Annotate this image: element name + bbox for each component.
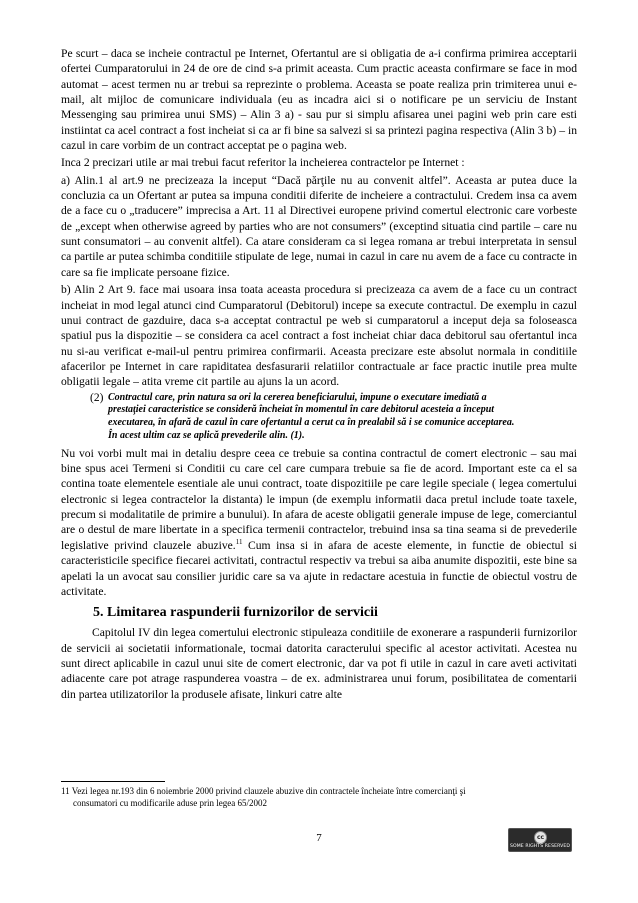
- paragraph-5: [61, 446, 577, 599]
- paragraph-1: Pe scurt – daca se incheie contractul pe Internet, Ofertantul are si obligatia de a-i confirma primirea acceptarii ofertei Cumparatorului in 24 de ore de cind s-a primit aceasta. Cum practic aceasta confirmare se face in mod automat – acest termen nu ar trebui sa reprezinte o problema. Aceasta se poate realiza prin trimiterea unui e-mail, alt mijloc de comunicare individuala (eu as incadra aici si o notificare pe un serviciu de Instant Messenging sau primirea unui SMS) – Alin 3 a) - sau pur si simplu afisarea unei pagini web prin care esti instiintat ca acel contract a fost incheiat si ca ar fi bine sa salvezi si sa printezi pagina respectiva (Alin 3 b) – in cazul in care vorbim de un contract acceptat pe o pagina web.: [61, 47, 577, 153]
- paragraph-4: b) Alin 2 Art 9. face mai usoara insa toata aceasta procedura si precizeaza ca avem de a face cu un contract incheiat in mod legal atunci cind Cumparatorul (Debitorul) incepe sa execute contractul. De exemplu in cazul unui contract de gazduire, daca s-a acceptat contractul pe web si cumparatorul a inceput deja sa foloseasca spatiul pus la dispozitie – se considera ca acel contract a fost incheiat chiar daca debitorul sau ofertantul inca nu si-au verificat e-mail-ul pentru primirea confirmarii. Aceasta precizare este absolut normala in conditiile afacerilor pe Internet in care rapiditatea desfasurarii relatiilor contractuale ar face practic inutile prea multe obligatii legale – atita vreme cit partile au ajuns la un acord.: [61, 283, 577, 389]
- quote-line: executarea, în afară de cazul în care ofertantul a cerut ca în prealabil să i se comunice acceptarea.: [108, 417, 515, 429]
- footnote-divider: [61, 781, 165, 782]
- body-text: [61, 46, 577, 704]
- footnote-reference[interactable]: 11: [235, 537, 243, 546]
- page-number: 7: [316, 832, 322, 844]
- law-quote: [61, 392, 577, 443]
- creative-commons-icon: [534, 831, 547, 844]
- footnote: [61, 785, 577, 809]
- quote-line: Contractul care, prin natura sa ori la cererea beneficiarului, impune o executare imediată a: [108, 391, 487, 403]
- section-paragraph: Capitolul IV din legea comertului electronic stipuleaza conditiile de exonerare a raspunderii furnizorilor de servicii ai societatii informationale, tocmai datorita caracterului specific al acestor activitati. Acestea nu sunt direct aplicabile in cazul unui site de comert electronic, dar va pot fi utile in cazul in care aveti activitati adiacente care pot atrage raspunderea voastra – de ex. administrarea unui forum, posibilitatea de comentarii din partea utilizatorilor la produsele afisate, linkuri catre alte: [61, 626, 577, 701]
- quote-line: prestaţiei caracteristice se consideră încheiat în momentul în care debitorul acesteia a început: [108, 404, 495, 416]
- footnote-line: 11 Vezi legea nr.193 din 6 noiembrie 2000 privind clauzele abuzive din contractele încheiate între comercianţi şi: [61, 786, 466, 796]
- license-badge-text: SOME RIGHTS RESERVED: [509, 844, 571, 849]
- section-heading: 5. Limitarea raspunderii furnizorilor de servicii: [93, 605, 378, 621]
- quote-number: (2): [90, 391, 104, 404]
- footnote-line-continued: consumatori cu modificarile aduse prin legea 65/2002: [73, 798, 267, 808]
- license-badge[interactable]: [508, 828, 572, 852]
- quote-line: În acest ultim caz se aplică prevederile alin. (1).: [108, 429, 305, 441]
- paragraph-5-part-a: Nu voi vorbi mult mai in detaliu despre ceea ce trebuie sa contina contractul de comert electronic – sau mai bine spus acei Termeni si Conditii cu care cel care cumpara trebuie sa fie de acord. Important este ca el sa contina toate elementele esentiale ale unui contract, toate dispozitiile pe care legile speciale ( legea comertului electronic si legea contractelor la distanta) le impun (de exemplu informatii daca pretul include toate taxele, precum si modalitatile de primire a bunului). In afara de aceste obligatii generale impuse de lege, comerciantul are o destul de mare libertate in a specifica termenii contractelor, trebuind insa sa tina seama si de prevederile legislative privind clauzele abuzive.: [61, 446, 577, 552]
- paragraph-5-part-b: Cum insa si in afara de aceste elemente, in functie de obiectul si caracteristicile specifice fiecarei activitati, contractul respectiv va trebui sa aiba anumite dispozitii, este bine sa apelati la un avocat sau consilier juridic care sa va ajute in redactare acestuia in functie de obiectul vostru de activitate.: [61, 538, 577, 598]
- paragraph-2: Inca 2 precizari utile ar mai trebui facut referitor la incheierea contractelor pe Internet :: [61, 156, 465, 170]
- quote-text: [106, 392, 577, 443]
- paragraph-3: a) Alin.1 al art.9 ne precizeaza la inceput “Dacă părţile nu au convenit altfel”. Aceasta ar putea duce la concluzia ca un Ofertant ar putea sa impuna conditii diferite de incheiere a contractului. Credem insa ca avem de a face cu o „traducere” imprecisa a Art. 11 al Directivei europene privind comertul electronic care vorbeste de „except when otherwise agreed by parties who are not consumers” (exceptind situatia cind partile – care nu sunt consumatori – au convenit altfel). Ca atare consideram ca si legea romana ar trebui interpretata in sensul ca partile ar putea schimba conditiile stipulate de lege, numai in cazul in care nu avem de a face cu contracte in care sa fie implicate persoane fizice.: [61, 173, 577, 279]
